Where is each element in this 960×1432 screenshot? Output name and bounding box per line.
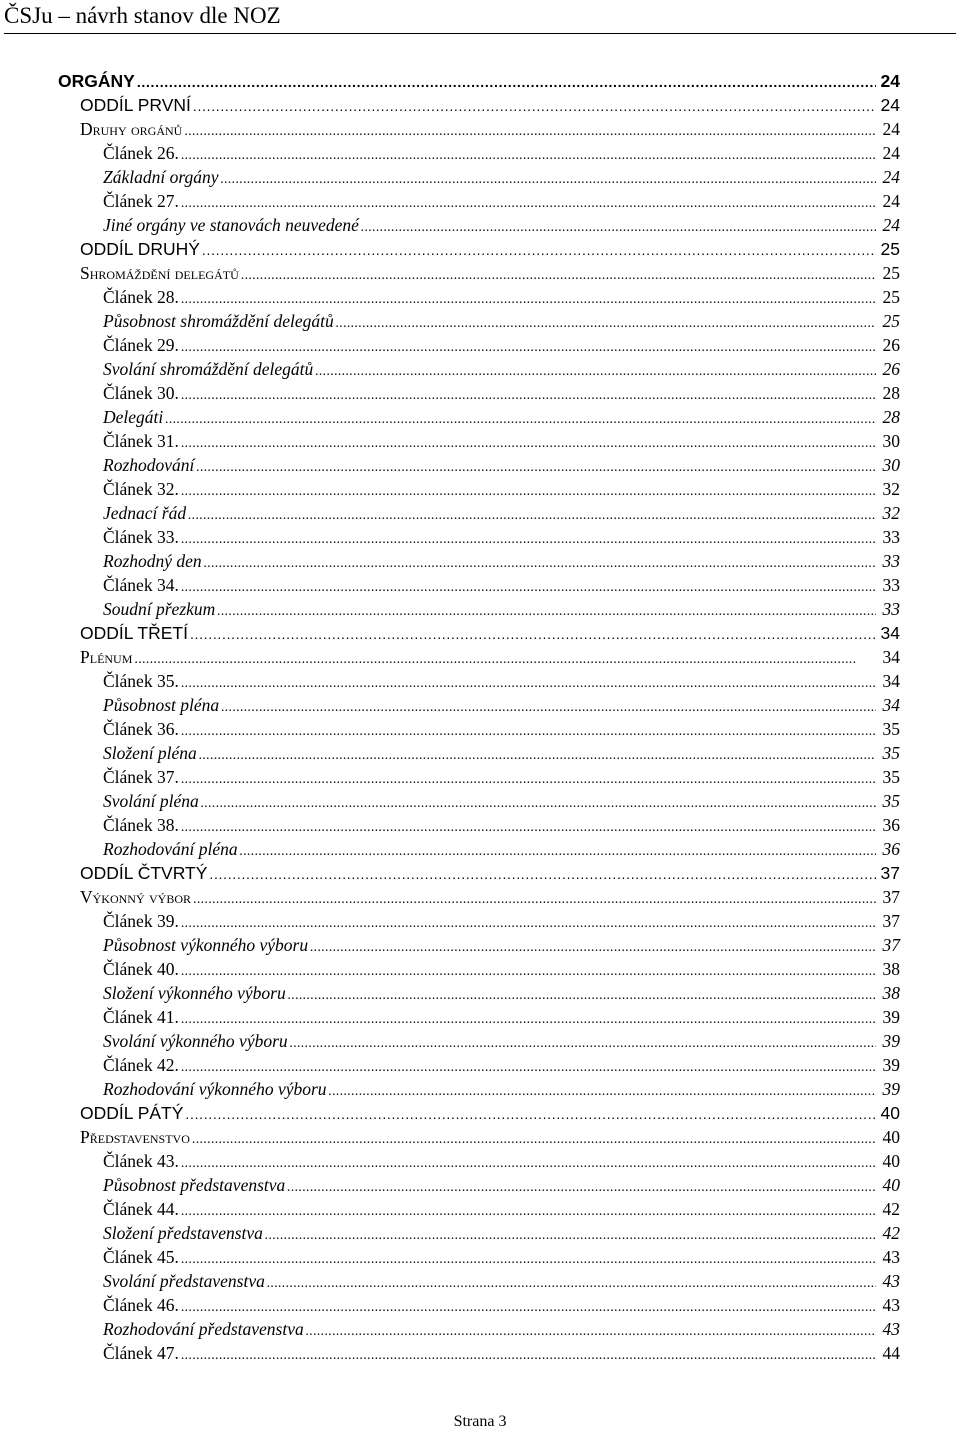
toc-entry[interactable] [58, 837, 900, 861]
toc-entry[interactable] [58, 1005, 900, 1029]
toc-entry[interactable] [58, 1221, 900, 1245]
toc-entry[interactable] [58, 1245, 900, 1269]
toc-entry-label: Působnost představenstva [103, 1175, 286, 1195]
dot-leader [181, 576, 876, 600]
toc-entry[interactable] [58, 765, 900, 789]
toc-entry-page: 24 [880, 95, 900, 115]
toc-entry[interactable] [58, 117, 900, 141]
toc-entry-label: Rozhodování pléna [103, 839, 238, 859]
toc-entry[interactable] [58, 549, 900, 573]
dot-leader [192, 1128, 876, 1152]
toc-entry-label: Delegáti [103, 407, 164, 427]
toc-entry-label: ODDÍL PRVNÍ [80, 95, 191, 115]
dot-leader [181, 480, 876, 504]
toc-entry-label: Svolání shromáždění delegátů [103, 359, 314, 379]
toc-entry[interactable] [58, 741, 900, 765]
toc-entry[interactable] [58, 261, 900, 285]
toc-entry-page: 25 [882, 263, 900, 283]
toc-entry-page: 37 [882, 911, 900, 931]
toc-entry-page: 35 [882, 719, 900, 739]
dot-leader [361, 216, 876, 240]
toc-entry-page: 37 [882, 887, 900, 907]
toc-entry[interactable] [58, 1053, 900, 1077]
toc-entry-label: Rozhodování výkonného výboru [103, 1079, 327, 1099]
toc-entry-page: 38 [882, 983, 900, 1003]
toc-entry[interactable] [58, 1197, 900, 1221]
toc-entry-label: Představenstvo [80, 1127, 190, 1147]
toc-entry[interactable] [58, 1269, 900, 1293]
toc-entry[interactable] [58, 333, 900, 357]
toc-entry-label: Shromáždění delegátů [80, 263, 239, 283]
toc-entry-page: 33 [882, 527, 900, 547]
toc-entry-label: Článek 32. [103, 479, 179, 499]
toc-entry-label: Složení představenstva [103, 1223, 263, 1243]
dot-leader [199, 744, 876, 768]
toc-entry-label: Článek 40. [103, 959, 179, 979]
toc-entry-page: 25 [882, 311, 900, 331]
dot-leader [221, 696, 876, 720]
toc-entry-page: 28 [882, 407, 900, 427]
toc-entry-label: ODDÍL TŘETÍ [80, 623, 188, 643]
toc-entry-label: Článek 34. [103, 575, 179, 595]
toc-entry-page: 40 [882, 1175, 900, 1195]
dot-leader [209, 862, 876, 886]
toc-entry[interactable] [58, 453, 900, 477]
toc-entry-label: Článek 47. [103, 1343, 179, 1363]
toc-entry-page: 30 [882, 455, 900, 475]
toc-entry-page: 35 [882, 743, 900, 763]
toc-entry-page: 37 [880, 863, 900, 883]
toc-entry[interactable] [58, 213, 900, 237]
dot-leader [202, 238, 876, 262]
dot-leader [336, 312, 876, 336]
toc-entry[interactable] [58, 477, 900, 501]
toc-entry-page: 24 [882, 191, 900, 211]
toc-entry-page: 42 [882, 1199, 900, 1219]
toc-entry[interactable] [58, 1293, 900, 1317]
toc-entry-label: Svolání výkonného výboru [103, 1031, 288, 1051]
toc-entry-page: 25 [882, 287, 900, 307]
toc-entry[interactable] [58, 597, 900, 621]
dot-leader [137, 70, 876, 94]
toc-entry-label: Článek 29. [103, 335, 179, 355]
toc-entry[interactable] [58, 885, 900, 909]
toc-entry[interactable] [58, 861, 900, 885]
toc-entry-label: ODDÍL DRUHÝ [80, 239, 200, 259]
toc-entry-label: Působnost výkonného výboru [103, 935, 309, 955]
table-of-contents [58, 69, 900, 1365]
toc-entry[interactable] [58, 381, 900, 405]
toc-entry-label: Článek 33. [103, 527, 179, 547]
toc-entry-label: Článek 36. [103, 719, 179, 739]
toc-entry-label: Článek 44. [103, 1199, 179, 1219]
toc-entry[interactable] [58, 93, 900, 117]
toc-entry-label: Článek 46. [103, 1295, 179, 1315]
toc-entry[interactable] [58, 933, 900, 957]
toc-entry[interactable] [58, 573, 900, 597]
toc-entry-label: Článek 31. [103, 431, 179, 451]
dot-leader [265, 1224, 876, 1248]
dot-leader [181, 672, 876, 696]
dot-leader [221, 168, 876, 192]
dot-leader [241, 264, 876, 288]
toc-entry[interactable] [58, 1149, 900, 1173]
toc-entry[interactable] [58, 1077, 900, 1101]
toc-entry-label: Článek 30. [103, 383, 179, 403]
toc-entry-page: 30 [882, 431, 900, 451]
toc-entry-page: 24 [882, 143, 900, 163]
dot-leader [188, 504, 876, 528]
toc-entry-label: Článek 45. [103, 1247, 179, 1267]
toc-entry-page: 35 [882, 767, 900, 787]
toc-entry[interactable] [58, 645, 900, 669]
toc-entry-page: 39 [882, 1055, 900, 1075]
toc-entry-page: 36 [882, 815, 900, 835]
toc-entry-label: Svolání představenstva [103, 1271, 265, 1291]
toc-entry[interactable] [58, 189, 900, 213]
toc-entry-label: Rozhodný den [103, 551, 202, 571]
toc-entry-page: 43 [882, 1271, 900, 1291]
dot-leader [310, 936, 876, 960]
toc-entry-page: 32 [882, 479, 900, 499]
toc-entry[interactable] [58, 285, 900, 309]
dot-leader [290, 1032, 876, 1056]
toc-entry[interactable] [58, 981, 900, 1005]
toc-entry[interactable] [58, 1341, 900, 1365]
toc-entry-label: Článek 42. [103, 1055, 179, 1075]
toc-entry-label: ODDÍL PÁTÝ [80, 1103, 184, 1123]
toc-entry[interactable] [58, 309, 900, 333]
toc-entry-page: 32 [882, 503, 900, 523]
dot-leader [193, 94, 876, 118]
toc-entry-label: Rozhodování [103, 455, 195, 475]
toc-entry-page: 38 [882, 959, 900, 979]
toc-entry[interactable] [58, 69, 900, 93]
toc-entry-label: Článek 38. [103, 815, 179, 835]
toc-entry-page: 42 [882, 1223, 900, 1243]
toc-entry-page: 24 [882, 215, 900, 235]
toc-entry-label: Složení pléna [103, 743, 197, 763]
toc-entry-page: 24 [882, 119, 900, 139]
toc-entry-label: Jiné orgány ve stanovách neuvedené [103, 215, 359, 235]
dot-leader [181, 768, 876, 792]
toc-entry[interactable] [58, 717, 900, 741]
toc-entry-page: 33 [882, 575, 900, 595]
toc-entry-label: Působnost shromáždění delegátů [103, 311, 334, 331]
dot-leader [201, 792, 876, 816]
toc-entry-label: Svolání pléna [103, 791, 199, 811]
toc-entry-page: 43 [882, 1295, 900, 1315]
dot-leader [181, 432, 876, 456]
toc-entry-page: 43 [882, 1247, 900, 1267]
toc-entry-page: 28 [882, 383, 900, 403]
dot-leader [204, 552, 876, 576]
toc-entry[interactable] [58, 141, 900, 165]
dot-leader [181, 1248, 876, 1272]
toc-entry[interactable] [58, 957, 900, 981]
toc-entry[interactable] [58, 405, 900, 429]
toc-entry-page: 43 [882, 1319, 900, 1339]
toc-entry[interactable] [58, 165, 900, 189]
toc-entry-label: Článek 35. [103, 671, 179, 691]
toc-entry[interactable] [58, 789, 900, 813]
dot-leader [287, 1176, 876, 1200]
toc-entry-label: Článek 41. [103, 1007, 179, 1027]
toc-entry[interactable] [58, 357, 900, 381]
dot-leader [181, 384, 876, 408]
toc-entry-label: Jednací řád [103, 503, 187, 523]
toc-entry-label: ODDÍL ČTVRTÝ [80, 863, 208, 883]
document-title: ČSJu – návrh stanov dle NOZ [4, 3, 281, 28]
toc-entry-label: Článek 39. [103, 911, 179, 931]
toc-entry-label: Rozhodování představenstva [103, 1319, 304, 1339]
toc-entry[interactable] [58, 621, 900, 645]
toc-entry-page: 34 [882, 695, 900, 715]
toc-entry-page: 37 [882, 935, 900, 955]
toc-entry-page: 33 [882, 551, 900, 571]
toc-entry-page: 35 [882, 791, 900, 811]
dot-leader [181, 144, 876, 168]
toc-entry-page: 39 [882, 1079, 900, 1099]
toc-entry-page: 34 [882, 647, 900, 667]
toc-entry-page: 36 [882, 839, 900, 859]
page-number: Strana 3 [453, 1413, 507, 1430]
dot-leader [184, 120, 876, 144]
toc-entry-label: Působnost pléna [103, 695, 220, 715]
dot-leader [181, 528, 876, 552]
dot-leader [190, 622, 876, 646]
toc-entry[interactable] [58, 429, 900, 453]
dot-leader [306, 1320, 876, 1344]
toc-entry-page: 33 [882, 599, 900, 619]
toc-entry-label: Článek 28. [103, 287, 179, 307]
toc-entry-label: Článek 37. [103, 767, 179, 787]
toc-entry[interactable] [58, 909, 900, 933]
page-header [4, 0, 956, 34]
toc-entry[interactable] [58, 525, 900, 549]
toc-entry[interactable] [58, 1173, 900, 1197]
toc-entry-page: 40 [880, 1103, 900, 1123]
toc-entry-label: Soudní přezkum [103, 599, 216, 619]
toc-entry[interactable] [58, 501, 900, 525]
toc-entry-page: 39 [882, 1007, 900, 1027]
toc-entry-page: 24 [880, 71, 900, 91]
dot-leader [181, 1200, 876, 1224]
toc-entry-page: 40 [882, 1151, 900, 1171]
dot-leader [267, 1272, 876, 1296]
dot-leader [193, 888, 876, 912]
dot-leader [134, 648, 876, 672]
dot-leader [165, 408, 876, 432]
toc-entry[interactable] [58, 813, 900, 837]
toc-entry[interactable] [58, 1101, 900, 1125]
toc-entry[interactable] [58, 693, 900, 717]
toc-entry[interactable] [58, 237, 900, 261]
dot-leader [217, 600, 876, 624]
dot-leader [240, 840, 876, 864]
dot-leader [329, 1080, 876, 1104]
dot-leader [181, 816, 876, 840]
toc-entry-page: 44 [882, 1343, 900, 1363]
toc-entry-page: 34 [882, 671, 900, 691]
dot-leader [185, 1102, 876, 1126]
toc-entry[interactable] [58, 1125, 900, 1149]
toc-entry-label: Druhy orgánů [80, 119, 183, 139]
toc-entry-page: 39 [882, 1031, 900, 1051]
toc-entry-label: Složení výkonného výboru [103, 983, 286, 1003]
toc-entry-page: 40 [882, 1127, 900, 1147]
toc-entry-page: 34 [880, 623, 900, 643]
toc-entry-page: 26 [882, 359, 900, 379]
toc-entry[interactable] [58, 1029, 900, 1053]
toc-entry-page: 24 [882, 167, 900, 187]
toc-entry[interactable] [58, 669, 900, 693]
toc-entry-label: Plénum [80, 647, 133, 667]
toc-entry-label: Článek 27. [103, 191, 179, 211]
toc-entry[interactable] [58, 1317, 900, 1341]
toc-entry-label: Článek 43. [103, 1151, 179, 1171]
dot-leader [181, 1344, 876, 1368]
toc-entry-label: Základní orgány [103, 167, 219, 187]
dot-leader [181, 720, 876, 744]
dot-leader [288, 984, 876, 1008]
toc-entry-label: ORGÁNY [58, 71, 135, 91]
dot-leader [315, 360, 876, 384]
dot-leader [196, 456, 876, 480]
toc-entry-page: 26 [882, 335, 900, 355]
toc-entry-label: Článek 26. [103, 143, 179, 163]
toc-entry-label: Výkonný výbor [80, 887, 192, 907]
toc-entry-page: 25 [880, 239, 900, 259]
